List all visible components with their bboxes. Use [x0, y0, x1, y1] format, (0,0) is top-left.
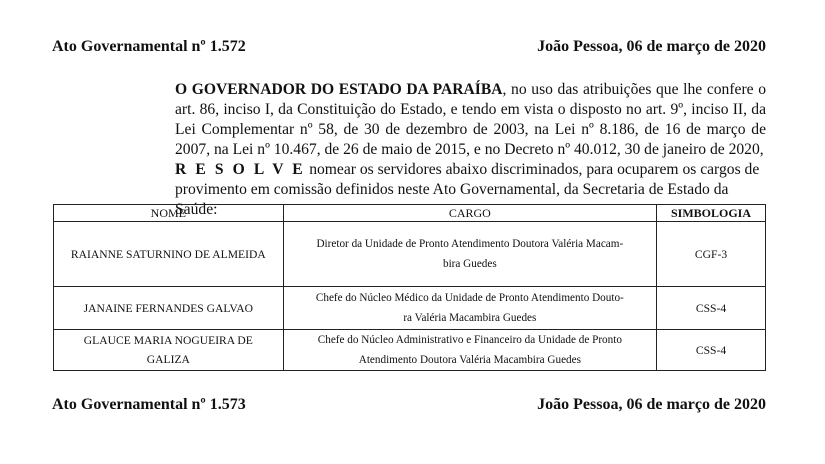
resolve-word: R E S O L V E	[175, 161, 306, 178]
cargo-line: Diretor da Unidade de Pronto Atendimento Doutora Valéria Macam-	[316, 238, 624, 250]
act-number: Ato Governamental nº 1.573	[52, 396, 246, 413]
preamble-paragraph	[52, 80, 766, 160]
cell-simbologia: CGF-3	[657, 222, 766, 287]
table-row	[54, 222, 766, 287]
act-header-1572	[52, 38, 766, 56]
cargo-line: Atendimento Doutora Valéria Macambira Guedes	[358, 354, 581, 366]
table-header-row	[54, 205, 766, 222]
cell-simbologia: CSS-4	[657, 330, 766, 371]
act-date: João Pessoa, 06 de março de 2020	[537, 396, 766, 413]
act-number: Ato Governamental nº 1.572	[52, 38, 246, 55]
cargo-line: bira Guedes	[442, 258, 497, 270]
cargo-line: Chefe do Núcleo Médico da Unidade de Pronto Atendimento Douto-	[315, 292, 624, 304]
cargo-line: Chefe do Núcleo Administrativo e Financeiro da Unidade de Pronto	[317, 334, 622, 346]
appointments-table	[53, 204, 766, 371]
governor-title: O GOVERNADOR DO ESTADO DA PARAÍBA	[175, 81, 503, 98]
act-header-1573	[52, 396, 766, 414]
cell-cargo	[283, 330, 656, 371]
act-date: João Pessoa, 06 de março de 2020	[537, 38, 766, 55]
cell-cargo	[283, 222, 656, 287]
preamble-text: , no uso das atribuições que lhe confere o art. 86, inciso I, da Constituição do Estado, e tendo em vista o disposto no art. 9º, inciso II, da Lei Complementar nº 58, de 30 de dezembro de 2003, na Lei nº 8.186, de 16 de março de 2007, na Lei nº 10.467, de 26 de maio de 2015, e no Decreto nº 40.012, 30 de janeiro de 2020,	[175, 81, 766, 158]
column-header-cargo: CARGO	[283, 205, 656, 222]
table-row	[54, 330, 766, 371]
cell-nome: JANAINE FERNANDES GALVAO	[54, 287, 284, 330]
nome-line: GLAUCE MARIA NOGUEIRA DE	[83, 334, 253, 347]
column-header-simbologia: SIMBOLOGIA	[657, 205, 766, 222]
cell-nome	[54, 330, 284, 371]
cell-simbologia: CSS-4	[657, 287, 766, 330]
cargo-line: ra Valéria Macambira Guedes	[403, 312, 537, 324]
nome-line: GALIZA	[146, 353, 190, 366]
column-header-nome: NOME	[54, 205, 284, 222]
cell-nome: RAIANNE SATURNINO DE ALMEIDA	[54, 222, 284, 287]
table-row	[54, 287, 766, 330]
resolve-text: nomear os servidores abaixo discriminados, para ocuparem os cargos de provimento em comissão definidos neste Ato Governamental, da Secretaria de Estado da Saúde:	[175, 161, 760, 218]
cell-cargo	[283, 287, 656, 330]
